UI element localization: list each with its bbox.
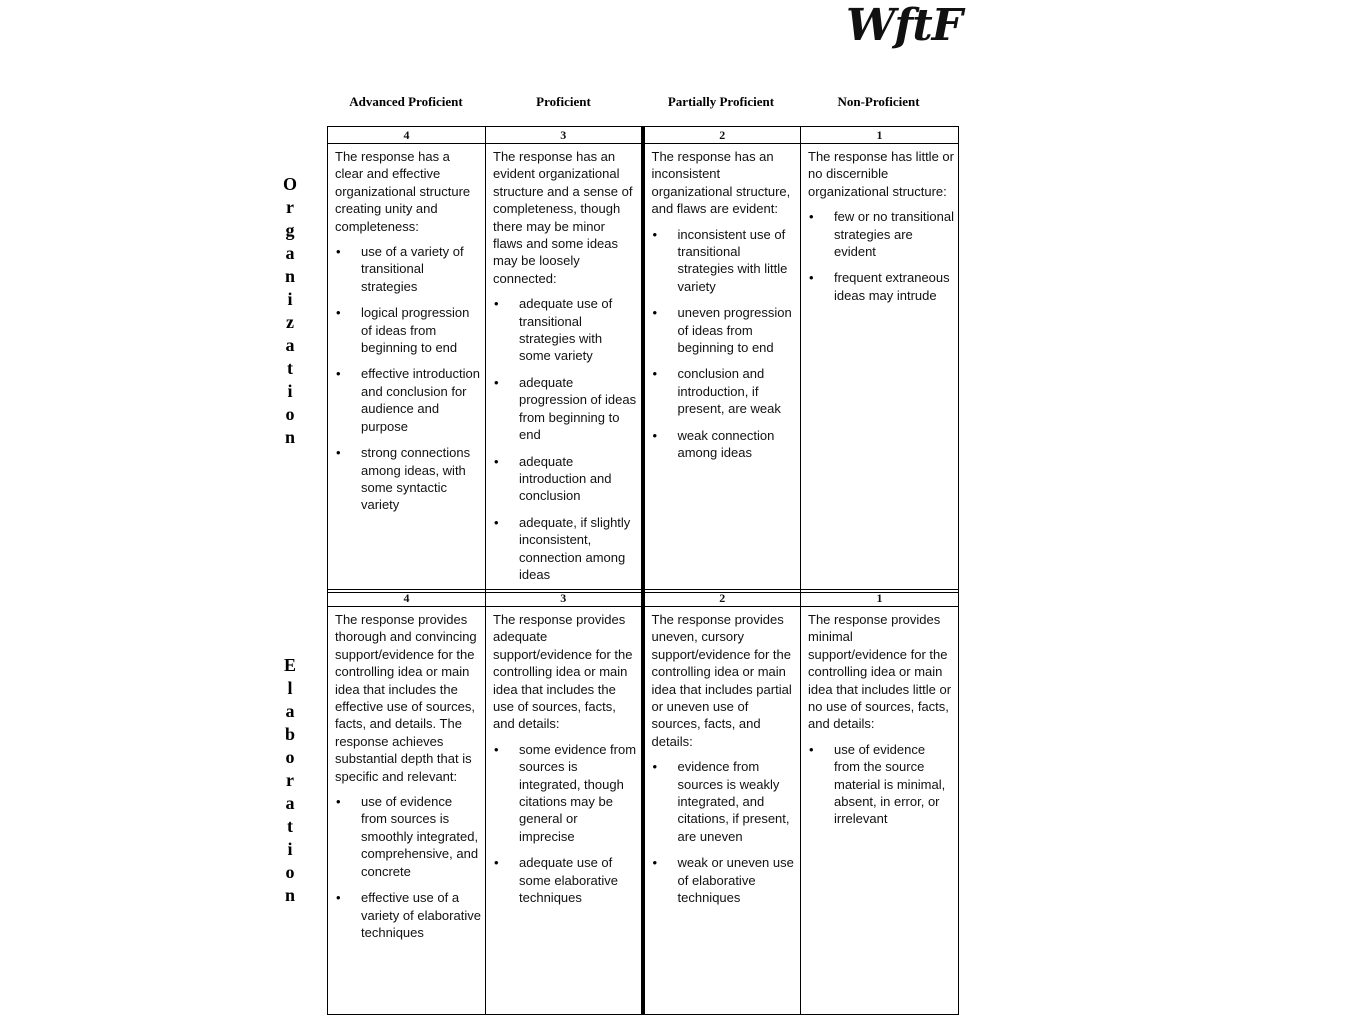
label-letter: t	[287, 358, 293, 378]
score-cell: 3	[486, 127, 643, 144]
descriptor-bullet: • use of evidence from sources is smoothly integrated, comprehensive, and concrete	[335, 793, 481, 880]
descriptor-bullet: • weak connection among ideas	[652, 427, 797, 462]
descriptor-bullet: • few or no transitional strategies are evident	[808, 208, 954, 260]
descriptor-bullet: • adequate use of some elaborative techniques	[493, 854, 637, 906]
descriptor-cell	[486, 144, 643, 593]
label-letter: l	[287, 678, 293, 698]
organization-row-label	[279, 173, 301, 449]
descriptor-cell	[486, 607, 643, 1015]
label-letter: z	[286, 312, 294, 332]
label-letter: t	[287, 816, 293, 836]
label-letter: b	[284, 724, 295, 744]
descriptor-row	[328, 144, 959, 593]
label-letter: E	[283, 655, 296, 675]
label-letter: o	[285, 747, 295, 767]
descriptor-bullet: • adequate, if slightly inconsistent, connection among ideas	[493, 514, 637, 584]
elaboration-row-label	[279, 654, 301, 907]
descriptor-bullet: • conclusion and introduction, if present, are weak	[652, 365, 797, 417]
descriptor-bullet: • evidence from sources is weakly integrated, and citations, if present, are uneven	[652, 758, 797, 845]
label-letter: g	[285, 220, 295, 240]
descriptor-bullet: • effective use of a variety of elaborative techniques	[335, 889, 481, 941]
label-letter: a	[285, 701, 295, 721]
descriptor-intro: The response has little or no discernible organizational structure:	[808, 149, 954, 199]
descriptor-intro: The response provides minimal support/evidence for the controlling idea or main idea that includes little or no use of sources, facts, and details:	[808, 612, 952, 732]
descriptor-intro: The response has an inconsistent organizational structure, and flaws are evident:	[651, 149, 791, 217]
label-letter: r	[286, 197, 294, 217]
label-letter: n	[284, 266, 295, 286]
label-letter: o	[285, 404, 295, 424]
descriptor-bullet: • adequate introduction and conclusion	[493, 453, 637, 505]
label-letter: a	[285, 335, 295, 355]
proficiency-level-headers	[327, 94, 957, 112]
descriptor-intro: The response provides adequate support/evidence for the controlling idea or main idea that includes the use of sources, facts, and details:	[493, 612, 633, 732]
descriptor-bullet: • use of a variety of transitional strategies	[335, 243, 481, 295]
level-non-proficient: Non-Proficient	[837, 94, 920, 109]
descriptor-bullet: • use of evidence from the source material is minimal, absent, in error, or irrelevant	[808, 741, 954, 828]
label-letter: o	[285, 862, 295, 882]
label-letter: i	[287, 289, 293, 309]
score-cell: 1	[801, 590, 959, 607]
descriptor-cell	[643, 607, 801, 1015]
descriptor-bullet: • inconsistent use of transitional strategies with little variety	[652, 226, 797, 296]
label-letter: a	[285, 243, 295, 263]
descriptor-bullet: • adequate progression of ideas from beginning to end	[493, 374, 637, 444]
descriptor-bullet: • strong connections among ideas, with some syntactic variety	[335, 444, 481, 514]
score-cell: 1	[801, 127, 959, 144]
label-letter: O	[282, 174, 297, 194]
elaboration-rubric-table	[327, 589, 959, 1015]
descriptor-cell	[801, 144, 959, 593]
label-letter: i	[287, 839, 293, 859]
score-row	[328, 127, 959, 144]
label-letter: n	[284, 885, 295, 905]
score-cell: 3	[486, 590, 643, 607]
level-advanced-proficient: Advanced Proficient	[349, 94, 463, 109]
label-letter: a	[285, 793, 295, 813]
organization-rubric-table	[327, 126, 959, 593]
score-cell: 4	[328, 127, 486, 144]
descriptor-bullet: • logical progression of ideas from beginning to end	[335, 304, 481, 356]
descriptor-bullet: • frequent extraneous ideas may intrude	[808, 269, 954, 304]
score-cell: 4	[328, 590, 486, 607]
descriptor-bullet: • some evidence from sources is integrated, though citations may be general or imprecise	[493, 741, 637, 845]
label-letter: r	[286, 770, 294, 790]
score-cell: 2	[643, 590, 801, 607]
descriptor-bullet: • effective introduction and conclusion for audience and purpose	[335, 365, 481, 435]
level-partially-proficient: Partially Proficient	[667, 94, 775, 109]
descriptor-cell	[328, 144, 486, 593]
descriptor-intro: The response has an evident organizational structure and a sense of completeness, though there may be minor flaws and some ideas may be loosely connected:	[493, 149, 633, 286]
descriptor-cell	[328, 607, 486, 1015]
score-row	[328, 590, 959, 607]
descriptor-bullet: • weak or uneven use of elaborative techniques	[652, 854, 797, 906]
label-letter: n	[284, 427, 295, 447]
descriptor-bullet: • adequate use of transitional strategies with some variety	[493, 295, 637, 365]
descriptor-row	[328, 607, 959, 1015]
level-proficient: Proficient	[536, 94, 591, 109]
score-cell: 2	[643, 127, 801, 144]
descriptor-cell	[643, 144, 801, 593]
label-letter: i	[287, 381, 293, 401]
wftf-logo: WftF	[846, 0, 962, 51]
descriptor-bullet: • uneven progression of ideas from beginning to end	[652, 304, 797, 356]
descriptor-cell	[801, 607, 959, 1015]
descriptor-intro: The response provides thorough and convincing support/evidence for the controlling idea or main idea that includes the effective use of sources, facts, and details. The response achieves substantial depth that is specific and relevant:	[335, 612, 477, 784]
descriptor-intro: The response has a clear and effective organizational structure creating unity and completeness:	[335, 149, 471, 234]
descriptor-intro: The response provides uneven, cursory support/evidence for the controlling idea or main idea that includes partial or uneven use of sources, facts, and details:	[651, 612, 792, 749]
